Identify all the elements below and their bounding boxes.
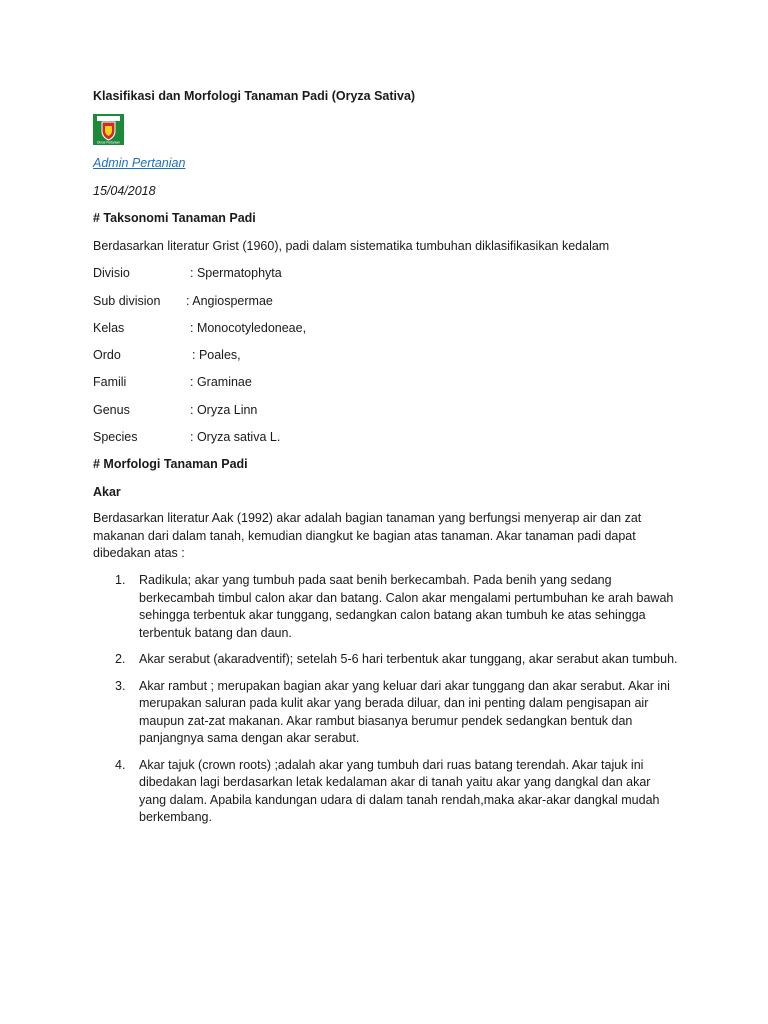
list-item-number: 2. — [115, 652, 126, 666]
roots-intro: Berdasarkan literatur Aak (1992) akar adalah bagian tanaman yang berfungsi menyerap air dan zat makanan dari dalam tanah, kemudian diangkut ke bagian atas tanaman. Akar tanaman padi dapat dibedakan atas : — [93, 511, 642, 560]
taxonomy-value: : Spermatophyta — [190, 266, 282, 280]
taxonomy-value: : Oryza Linn — [190, 403, 258, 417]
taxonomy-value: : Oryza sativa L. — [190, 430, 281, 444]
list-item-number: 3. — [115, 678, 126, 693]
taxonomy-value: : Angiospermae — [186, 294, 273, 308]
logo-caption: Dinas Pertanian — [97, 140, 120, 145]
taxonomy-label: Kelas — [93, 321, 125, 335]
list-item — [93, 651, 678, 669]
publish-date: 15/04/2018 — [93, 184, 156, 198]
list-item — [93, 757, 678, 827]
taxonomy-label: Genus — [93, 403, 130, 417]
taxonomy-value: : Monocotyledoneae, — [190, 321, 307, 335]
taxonomy-label: Famili — [93, 375, 127, 389]
taxonomy-value: : Poales, — [192, 348, 241, 362]
taxonomy-intro: Berdasarkan literatur Grist (1960), padi dalam sistematika tumbuhan diklasifikasikan kedalam — [93, 239, 610, 253]
list-item-number: 1. — [115, 573, 126, 587]
list-item-text: Akar serabut (akaradventif); setelah 5-6 hari terbentuk akar tunggang, akar serabut akan tumbuh. — [139, 652, 678, 666]
roots-subheading: Akar — [93, 485, 121, 499]
list-item-text: Akar tajuk (crown roots) ;adalah akar yang tumbuh dari ruas batang terendah. Akar tajuk ini dibedakan lagi berdasarkan letak kedalaman akar di tanah yaitu akar yang dangkal dan akar yang dalam. Apabila kandungan udara di dalam tanah rendah,maka akar-akar dangkal mudah berkembang. — [139, 757, 660, 824]
author-link[interactable]: Admin Pertanian — [93, 156, 186, 170]
list-item-text: Akar rambut ; merupakan bagian akar yang keluar dari akar tunggang dan akar serabut. Akar ini merupakan saluran pada kulit akar yang berada diluar, dan ini penting dalam pengisapan air maupun zat-zat makanan. Akar rambut biasanya berumur pendek sedangkan bentuk dan panjangnya sama dengan akar serabut. — [139, 678, 670, 745]
document-title: Klasifikasi dan Morfologi Tanaman Padi (Oryza Sativa) — [93, 89, 416, 103]
list-item — [93, 678, 678, 748]
taxonomy-label: Ordo — [93, 348, 121, 362]
list-item-number: 4. — [115, 757, 126, 772]
taxonomy-label: Divisio — [93, 266, 130, 280]
taxonomy-label: Species — [93, 430, 138, 444]
dinas-pertanian-logo — [93, 114, 124, 145]
taxonomy-value: : Graminae — [190, 375, 252, 389]
taxonomy-label: Sub division — [93, 294, 161, 308]
list-item — [93, 572, 678, 642]
list-item-text: Radikula; akar yang tumbuh pada saat benih berkecambah. Pada benih yang sedang berkecambah timbul calon akar dan batang. Calon akar mengalami pertumbuhan ke arah bawah sehingga terbentuk akar tunggang, sedangkan calon batang akan tumbuh ke atas sehingga terbentuk batang dan daun. — [139, 573, 674, 640]
root-types-list — [93, 572, 678, 836]
morphology-heading: # Morfologi Tanaman Padi — [93, 457, 248, 471]
taxonomy-heading: # Taksonomi Tanaman Padi — [93, 211, 256, 225]
